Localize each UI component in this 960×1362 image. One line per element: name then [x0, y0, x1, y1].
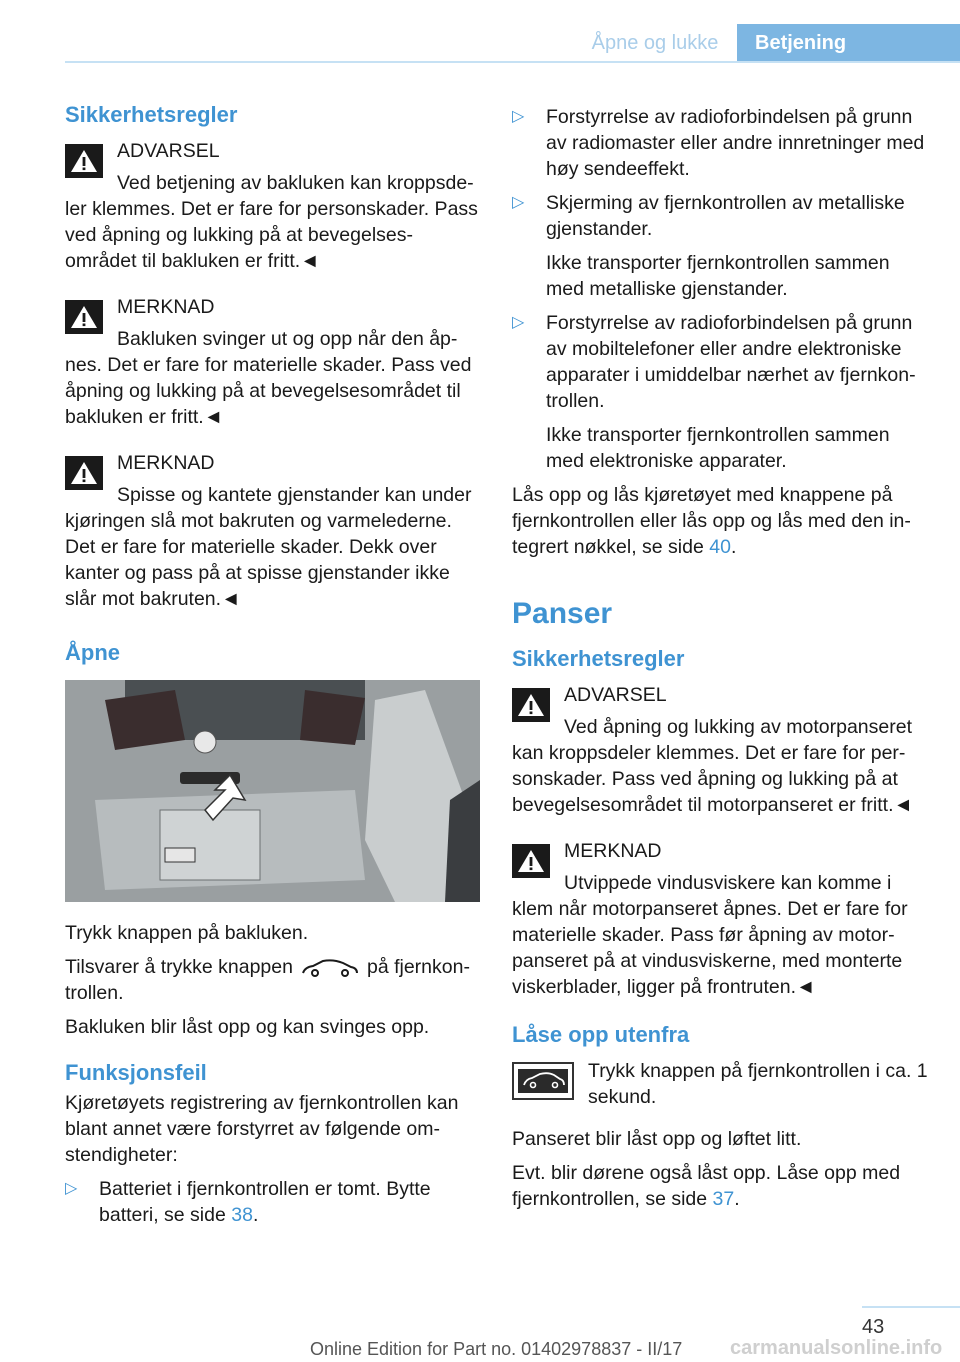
paragraph-doors-unlocked: [512, 1160, 928, 1212]
paragraph-doors-text: Evt. blir dørene også låst opp. Låse opp med fjernkontrollen, se side: [512, 1162, 901, 1210]
paragraph-equivalent-a: Tilsvarer å trykke knappen: [65, 956, 293, 978]
page-link-40[interactable]: 40: [709, 536, 731, 558]
paragraph-press-button: Trykk knappen på bakluken.: [65, 922, 309, 944]
bullet-triangle-icon: ▷: [512, 194, 525, 211]
header-rule: [65, 61, 960, 63]
heading-safety-rules: Sikkerhetsregler: [65, 102, 238, 127]
list-item: [512, 104, 928, 182]
notice-block: [512, 838, 928, 1000]
bullet-triangle-icon: ▷: [65, 1180, 78, 1197]
paragraph-end: .: [730, 536, 737, 558]
warning-block: [65, 138, 480, 274]
list-item-text: Forstyrrelse av radioforbindelsen på grunn av mobiltelefoner eller andre elektroniske apparater i umiddelbar nærhet av fjernkon-trollen.: [546, 312, 916, 412]
list-item-text: Forstyrrelse av radioforbindelsen på grunn av radiomaster eller andre innretninger med høy sendeeffekt.: [546, 106, 925, 180]
paragraph-lock-unlock-text: Lås opp og lås kjøretøyet med knappene på fjernkontrollen eller lås opp og lås med den in-tegrert nøkkel, se side: [512, 484, 911, 558]
page-number: 43: [862, 1316, 885, 1338]
warning-title: ADVARSEL: [564, 684, 667, 706]
list-item-subtext: Ikke transporter fjernkontrollen sammen med elektroniske apparater.: [546, 424, 890, 472]
notice-title: MERKNAD: [564, 840, 662, 862]
paragraph-lock-unlock: [512, 482, 928, 560]
warning-triangle-icon: [65, 300, 103, 334]
paragraph-end: .: [734, 1188, 740, 1210]
edition-info: Online Edition for Part no. 01402978837 - II/17: [310, 1339, 683, 1359]
list-item-end: .: [252, 1204, 259, 1226]
paragraph-tailgate-unlocked: Bakluken blir låst opp og kan svinges opp.: [65, 1016, 430, 1038]
heading-open: Åpne: [65, 640, 120, 665]
left-column: [65, 100, 480, 1236]
list-item: [512, 310, 928, 474]
notice-text: Bakluken svinger ut og opp når den åp-nes. Det er fare for materielle skader. Pass ved åpning og lukking på at bevegelsesområdet til bakluken er fritt.◄: [65, 328, 472, 428]
heading-safety-rules-hood: Sikkerhetsregler: [512, 646, 685, 671]
paragraph-equivalent: [65, 954, 480, 1006]
warning-title: ADVARSEL: [117, 140, 220, 162]
paragraph-equivalent-b: på fjernkon-trollen.: [65, 956, 470, 1004]
list-item-text: Batteriet i fjernkontrollen er tomt. Bytte batteri, se side: [99, 1178, 431, 1226]
list-item-subtext: Ikke transporter fjernkontrollen sammen med metalliske gjenstander.: [546, 252, 890, 300]
section-tab-open-close[interactable]: Åpne og lukke: [591, 32, 719, 54]
notice-block: [65, 294, 480, 430]
right-column: [512, 104, 928, 1220]
warning-triangle-icon: [65, 456, 103, 490]
notice-title: MERKNAD: [117, 452, 215, 474]
warning-triangle-icon: [512, 844, 550, 878]
heading-malfunction: Funksjonsfeil: [65, 1060, 207, 1085]
footer-rule: [862, 1306, 960, 1308]
warning-text: Ved åpning og lukking av motorpanseret kan kroppsdeler klemmes. Det er fare for per-sonskader. Pass ved åpning og lukking på at bevegelsesområdet til motorpanseret er fritt.◄: [512, 716, 913, 816]
notice-text: Spisse og kantete gjenstander kan under kjøringen slå mot bakruten og varmelederne. Det er fare for materielle skader. Dekk over kanter og pass på at spisse gjenstander ikke slår mot bakruten.◄: [65, 484, 472, 610]
bullet-triangle-icon: ▷: [512, 314, 525, 331]
notice-block: [65, 450, 480, 612]
list-item: [512, 190, 928, 302]
page-link-38[interactable]: 38: [231, 1204, 253, 1226]
watermark: carmanualsonline.info: [730, 1337, 943, 1359]
warning-triangle-icon: [65, 144, 103, 178]
list-item: [65, 1176, 480, 1228]
list-item-text: Skjerming av fjernkontrollen av metalliske gjenstander.: [546, 192, 905, 240]
car-front-open-icon: [512, 1062, 574, 1100]
tailgate-button-photo: [65, 680, 480, 902]
page-link-37[interactable]: 37: [712, 1188, 735, 1210]
paragraph-malfunction: Kjøretøyets registrering av fjernkontrollen kan blant annet være forstyrret av følgende om-stendigheter:: [65, 1092, 459, 1166]
warning-block: [512, 682, 928, 818]
unlock-instruction: [512, 1058, 928, 1110]
car-open-icon: [299, 957, 361, 979]
notice-text: Utvippede vindusviskere kan komme i klem når motorpanseret åpnes. Det er fare for materielle skader. Pass før åpning av motor-panseret på at vindusviskerne, med monterte viskerblader, ligger på frontruten.◄: [512, 872, 908, 998]
warning-triangle-icon: [512, 688, 550, 722]
unlock-text: Trykk knappen på fjernkontrollen i ca. 1 sekund.: [588, 1060, 928, 1108]
warning-text: Ved betjening av bakluken kan kroppsde-ler klemmes. Det er fare for personskader. Pass ved åpning og lukking på at bevegelses-området til bakluken er fritt.◄: [65, 172, 478, 272]
notice-title: MERKNAD: [117, 296, 215, 318]
heading-hood: Panser: [512, 597, 613, 630]
bullet-triangle-icon: ▷: [512, 108, 525, 125]
heading-unlock-outside: Låse opp utenfra: [512, 1022, 690, 1047]
section-tab-operation[interactable]: Betjening: [737, 24, 960, 62]
paragraph-hood-unlocked: Panseret blir låst opp og løftet litt.: [512, 1128, 802, 1150]
